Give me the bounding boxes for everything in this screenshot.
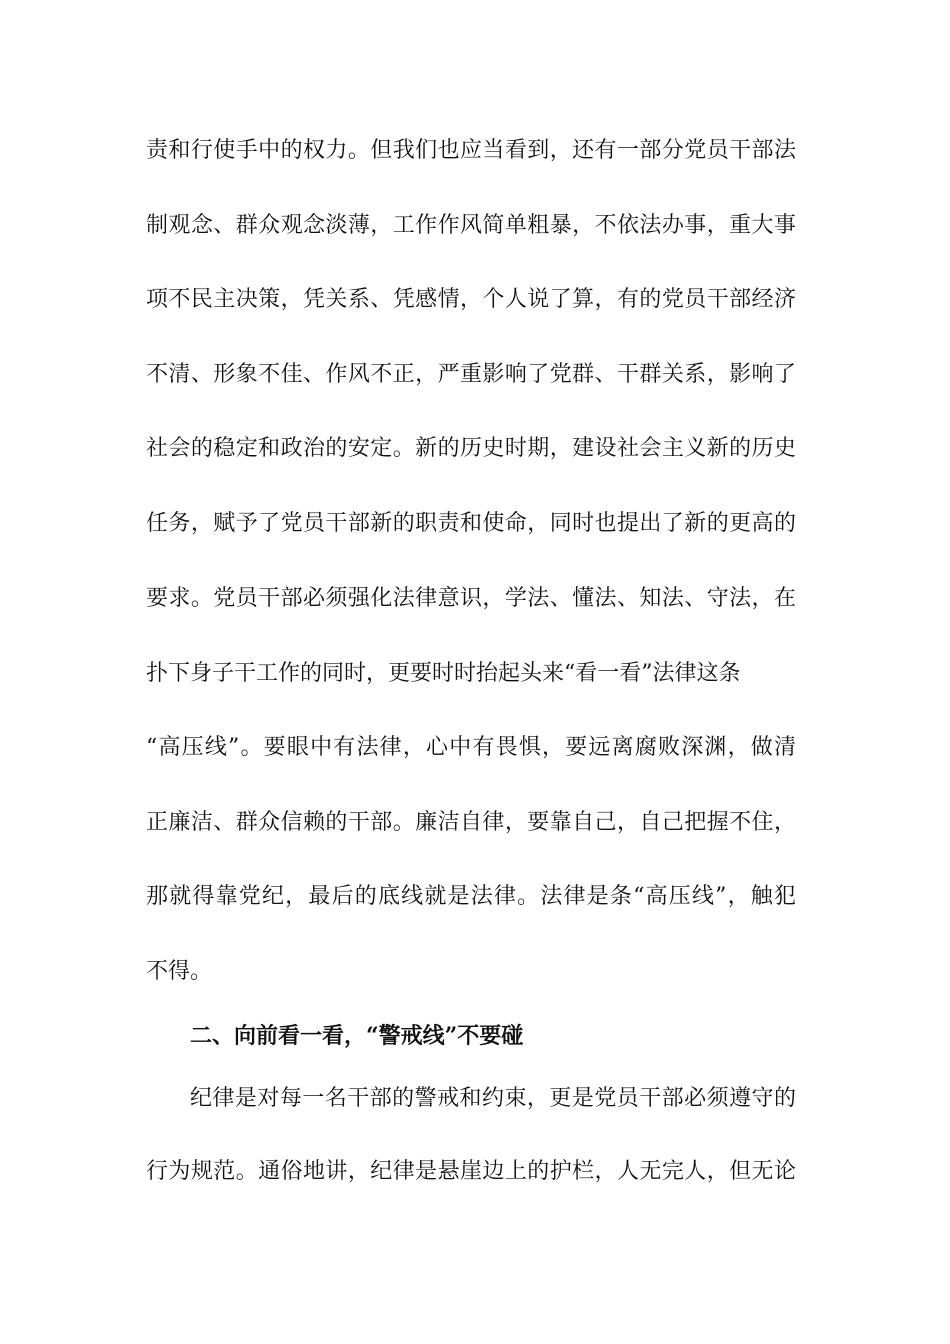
paragraph-line: 那就得靠党纪，最后的底线就是法律。法律是条“高压线”，触犯 [146, 884, 796, 909]
paragraph-line: 正廉洁、群众信赖的干部。廉洁自律，要靠自己，自己把握不住， [146, 810, 796, 835]
section-heading: 二、向前看一看，“警戒线”不要碰 [190, 1023, 524, 1049]
paragraph-line: 项不民主决策，凭关系、凭感情，个人说了算，有的党员干部经济 [146, 287, 796, 312]
paragraph-line: 责和行使手中的权力。但我们也应当看到，还有一部分党员干部法 [146, 138, 796, 163]
paragraph-line: 任务，赋予了党员干部新的职责和使命，同时也提出了新的更高的 [146, 511, 796, 536]
paragraph-line: “高压线”。要眼中有法律，心中有畏惧，要远离腐败深渊，做清 [146, 735, 796, 760]
paragraph-line: 要求。党员干部必须强化法律意识，学法、懂法、知法、守法，在 [146, 586, 796, 611]
paragraph-line: 扑下身子干工作的同时，更要时时抬起头来“看一看”法律这条 [146, 661, 741, 686]
paragraph-line: 行为规范。通俗地讲，纪律是悬崖边上的护栏，人无完人，但无论 [146, 1159, 796, 1184]
paragraph-line: 不得。 [146, 959, 213, 984]
paragraph-line: 纪律是对每一名干部的警戒和约束，更是党员干部必须遵守的 [190, 1086, 796, 1111]
paragraph-line: 制观念、群众观念淡薄，工作作风简单粗暴，不依法办事，重大事 [146, 213, 796, 238]
paragraph-line: 社会的稳定和政治的安定。新的历史时期，建设社会主义新的历史 [146, 436, 796, 461]
paragraph-line: 不清、形象不佳、作风不正，严重影响了党群、干群关系，影响了 [146, 362, 796, 387]
